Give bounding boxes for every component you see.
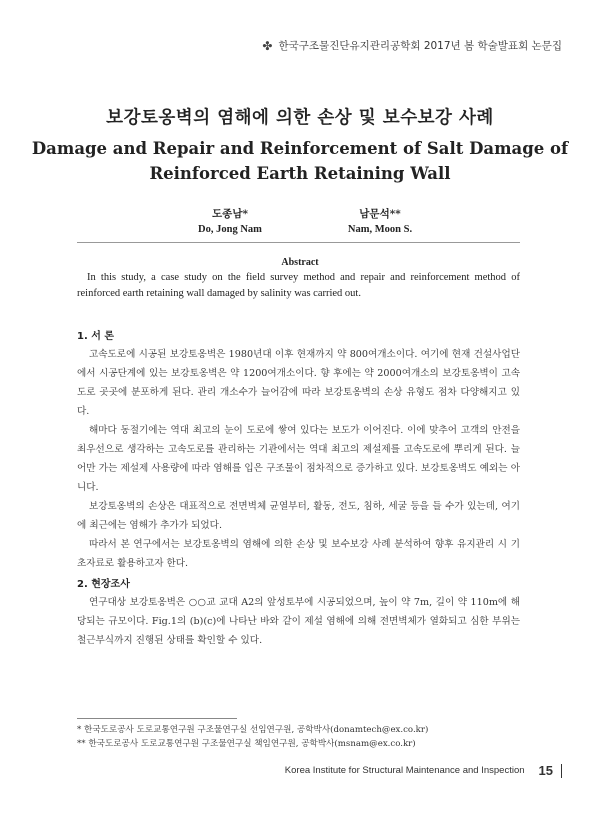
flower-icon: ✤ xyxy=(262,38,273,53)
page-footer xyxy=(285,763,562,778)
conference-title: 한국구조물진단유지관리공학회 2017년 봄 학술발표회 논문집 xyxy=(278,40,562,52)
abstract-text: In this study, a case study on the field survey method and repair and reinforcement method of reinforced earth retaining wall damaged by salinity was carried out. xyxy=(77,272,520,299)
abstract-heading: Abstract xyxy=(281,257,319,268)
title-korean: 보강토옹벽의 염해에 의한 손상 및 보수보강 사례 xyxy=(106,108,494,128)
section-2-heading: 2. 현장조사 xyxy=(77,579,130,590)
footnote-2: ** 한국도로공사 도로교통연구원 구조물연구실 책임연구원, 공학박사(msnam@ex.co.kr) xyxy=(77,739,416,749)
footer-institute: Korea Institute for Structural Maintenance and Inspection xyxy=(284,765,525,776)
section-1-paragraph-3: 보강토옹벽의 손상은 대표적으로 전면벽체 균열부터, 활동, 전도, 침하, 세굴 등을 들 수가 있는데, 여기에 최근에는 염해가 추가가 되었다. xyxy=(77,501,520,531)
author-1-english: Do, Jong Nam xyxy=(198,224,262,235)
author-1-korean: 도종남* xyxy=(212,208,248,220)
author-1 xyxy=(180,206,280,238)
section-1-heading: 1. 서 론 xyxy=(77,331,115,342)
footer-bar xyxy=(561,764,562,778)
author-2 xyxy=(320,206,440,238)
author-2-korean: 남문석** xyxy=(359,208,401,220)
page-number: 15 xyxy=(538,763,553,778)
header-divider xyxy=(77,242,520,243)
title-english: Damage and Repair and Reinforcement of Salt Damage of Reinforced Earth Retaining Wall xyxy=(31,139,569,183)
author-2-english: Nam, Moon S. xyxy=(347,224,413,235)
section-1-paragraph-4: 따라서 본 연구에서는 보강토옹벽의 염해에 의한 손상 및 보수보강 사례 분석하여 향후 유지관리 시 기초자료로 활용하고자 한다. xyxy=(77,539,520,569)
section-1-paragraph-1: 고속도로에 시공된 보강토옹벽은 1980년대 이후 현재까지 약 800여개소이다. 여기에 현재 건설사업단에서 시공단계에 있는 보강토옹벽은 약 1200여개소이다. 향 후에는 약 2000여개소의 보강토옹벽이 고속도로 곳곳에 분포하게 된다. 관리 개소수가 늘어감에 따라 보강토옹벽의 손상 유형도 점차 다양해지고 있다. xyxy=(77,349,520,417)
running-header xyxy=(262,38,562,53)
footnote-1: * 한국도로공사 도로교통연구원 구조물연구실 선임연구원, 공학박사(donamtech@ex.co.kr) xyxy=(77,725,429,735)
footnote-divider xyxy=(77,718,237,719)
section-2-paragraph-1: 연구대상 보강토옹벽은 ○○교 교대 A2의 앞성토부에 시공되었으며, 높이 약 7m, 길이 약 110m에 해당되는 규모이다. Fig.1의 (b)(c)에 나타난 바와 같이 제설 염해에 의해 전면벽체가 열화되고 심한 부위는 철근부식까지 진행된 상태를 확인할 수 있다. xyxy=(77,597,520,646)
section-1-paragraph-2: 해마다 동절기에는 역대 최고의 눈이 도로에 쌓여 있다는 보도가 이어진다. 이에 맞추어 고객의 안전을 최우선으로 생각하는 고속도로를 관리하는 기관에서는 역대 최고의 제설제를 고속도로에 뿌리게 된다. 늘어만 가는 제설제 사용량에 따라 염해를 입은 구조물이 점차적으로 증가하고 있다. 보강토옹벽도 예외는 아니다. xyxy=(77,425,520,493)
